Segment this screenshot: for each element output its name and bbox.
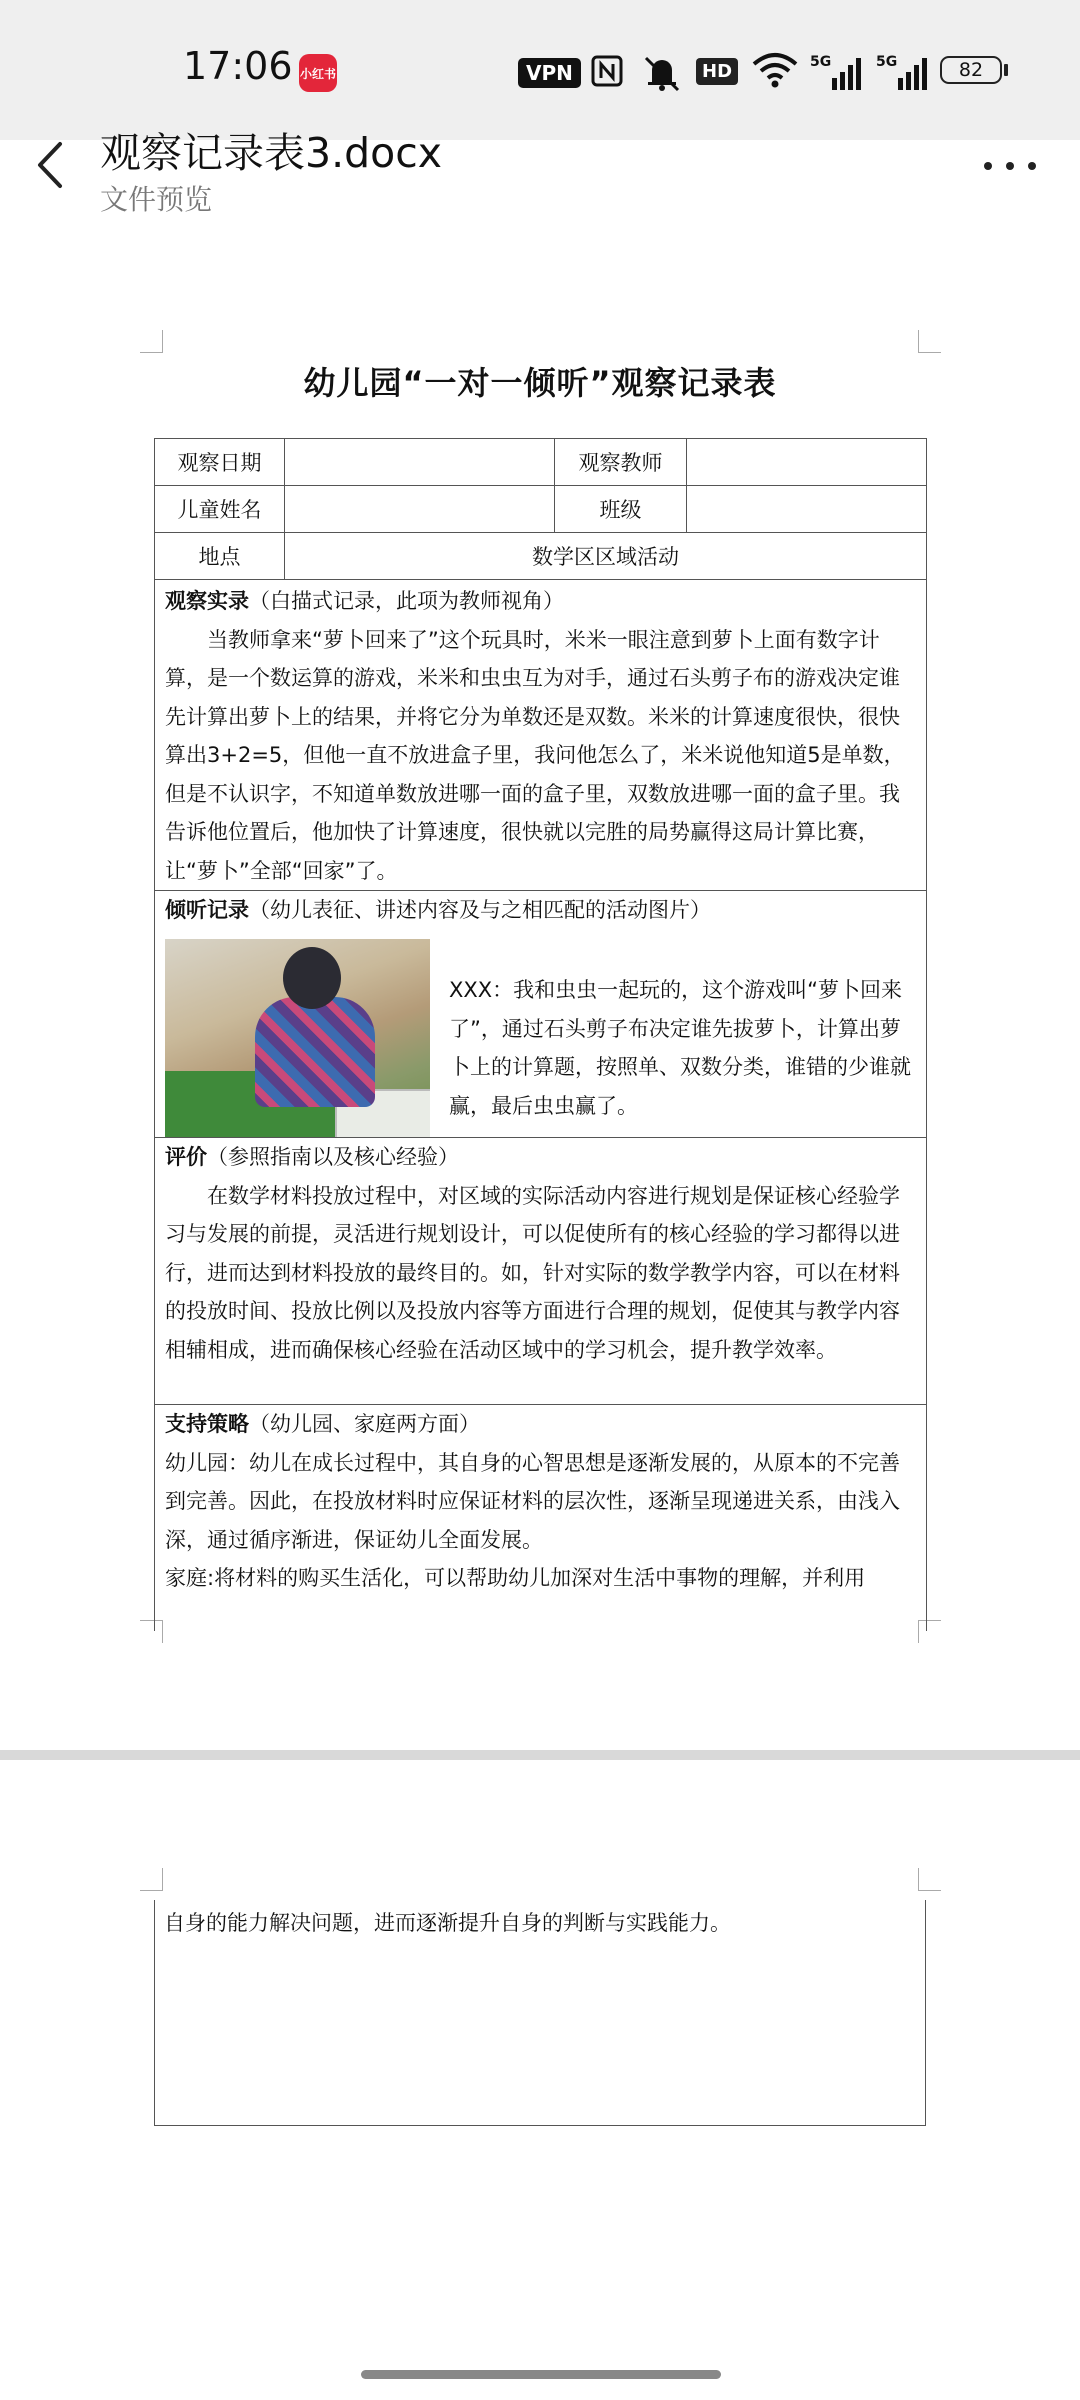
evaluation-title: 评价 [165, 1145, 207, 1169]
vpn-icon: VPN [518, 58, 581, 88]
page-corner-mark [918, 330, 941, 353]
svg-text:5G: 5G [876, 54, 898, 70]
wifi-icon [750, 50, 800, 90]
file-title: 观察记录表3.docx [100, 129, 443, 177]
page-corner-mark [140, 1868, 163, 1891]
evaluation-section [155, 1138, 927, 1405]
observation-title: 观察实录 [165, 589, 249, 613]
nfc-icon [590, 54, 624, 88]
table-row [155, 891, 927, 1138]
value-class [687, 486, 927, 533]
table-row [155, 486, 927, 533]
cellular-signal-icon [810, 52, 862, 92]
evaluation-note: （参照指南以及核心经验） [207, 1145, 459, 1169]
cellular-signal-icon-2 [876, 52, 928, 92]
battery-icon: 82 [940, 56, 1002, 84]
value-observation-teacher [687, 439, 927, 486]
observation-note: （白描式记录，此项为教师视角） [249, 589, 564, 613]
back-arrow-icon[interactable] [28, 138, 72, 192]
home-indicator[interactable] [361, 2370, 721, 2379]
status-bar [0, 0, 1080, 216]
table-row [155, 1405, 927, 1632]
listening-section [155, 891, 927, 1138]
support-family-text-continued: 自身的能力解决问题，进而逐渐提升自身的判断与实践能力。 [164, 1911, 731, 1935]
xiaohongshu-app-icon: 小红书 [299, 54, 337, 92]
vibrate-mute-icon [638, 52, 686, 92]
support-note: （幼儿园、家庭两方面） [249, 1412, 480, 1436]
table-row [155, 439, 927, 486]
label-observation-date: 观察日期 [155, 439, 285, 486]
observation-text: 当教师拿来“萝卜回来了”这个玩具时，米米一眼注意到萝卜上面有数字计算，是一个数运算的游戏，米米和虫虫互为对手，通过石头剪子布的游戏决定谁先计算出萝卜上的结果，并将它分为单数还是双数。米米的计算速度很快，很快算出3+2=5，但他一直不放进盒子里，我问他怎么了，米米说他知道5是单数，但是不认识字，不知道单数放进哪一面的盒子里，双数放进哪一面的盒子里。我告诉他位置后，他加快了计算速度，很快就以完胜的局势赢得这局计算比赛，让“萝卜”全部“回家”了。 [165, 627, 905, 883]
table-row [155, 1138, 927, 1405]
support-family-text: 家庭:将材料的购买生活化，可以帮助幼儿加深对生活中事物的理解，并利用 [165, 1566, 866, 1590]
status-time: 17:06 [183, 44, 293, 88]
support-section [155, 1405, 927, 1632]
more-options-icon[interactable] [982, 150, 1038, 180]
label-class: 班级 [555, 486, 687, 533]
evaluation-text: 在数学材料投放过程中，对区域的实际活动内容进行规划是保证核心经验学习与发展的前提，灵活进行规划设计，可以促使所有的核心经验的学习都得以进行，进而达到材料投放的最终目的。如，针对实际的数学教学内容，可以在材料的投放时间、投放比例以及投放内容等方面进行合理的规划，促使其与教学内容相辅相成，进而确保核心经验在活动区域中的学习机会，提升教学效率。 [165, 1183, 900, 1362]
activity-photo [165, 939, 430, 1137]
support-kindergarten-text: 幼儿园：幼儿在成长过程中，其自身的心智思想是逐渐发展的，从原本的不完善到完善。因此，在投放材料时应保证材料的层次性，逐渐呈现递进关系，由浅入深，通过循序渐进，保证幼儿全面发展。 [165, 1450, 900, 1552]
label-location: 地点 [155, 533, 285, 580]
value-observation-date [285, 439, 555, 486]
document-heading: 幼儿园“一对一倾听”观察记录表 [303, 364, 777, 402]
table-row [155, 580, 927, 891]
status-icons [480, 44, 1080, 98]
table-row [155, 533, 927, 580]
page-separator [0, 1750, 1080, 1760]
value-child-name [285, 486, 555, 533]
support-title: 支持策略 [165, 1412, 249, 1436]
svg-text:5G: 5G [810, 54, 832, 70]
file-subtitle: 文件预览 [100, 183, 213, 216]
listening-title: 倾听记录 [165, 898, 249, 922]
battery-tip [1004, 64, 1008, 76]
listening-quote: XXX：我和虫虫一起玩的，这个游戏叫“萝卜回来了”，通过石头剪子布决定谁先拔萝卜，计算出萝卜上的计算题，按照单、双数分类，谁错的少谁就赢，最后虫虫赢了。 [449, 978, 911, 1118]
observation-record-table [154, 438, 927, 1631]
label-child-name: 儿童姓名 [155, 486, 285, 533]
label-observation-teacher: 观察教师 [555, 439, 687, 486]
listening-note: （幼儿表征、讲述内容及与之相匹配的活动图片） [249, 898, 711, 922]
hd-call-icon: HD [696, 58, 738, 85]
observation-section [155, 580, 927, 891]
page-corner-mark [140, 330, 163, 353]
value-location: 数学区区域活动 [285, 533, 927, 580]
page-corner-mark [918, 1868, 941, 1891]
